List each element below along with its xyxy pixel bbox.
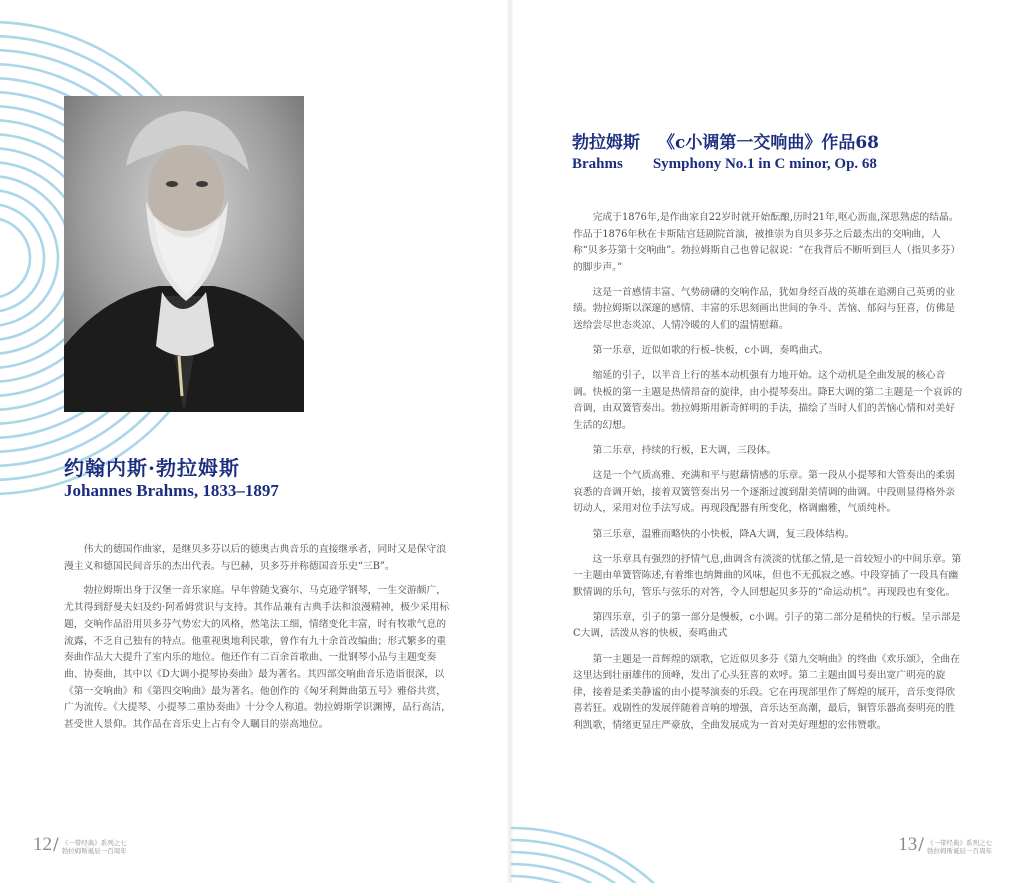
program-note-paragraph: 第一主题是一首辉煌的颂歌，它近似贝多芬《第九交响曲》的终曲《欢乐颂》，全曲在这里达到壮丽雄伟的顶峰，发出了心头狂喜的欢呼。第二主题由圆号奏出宽广明亮的旋律，接着是柔美静谧的由小提琴演奏的乐段。它在再现部里作了辉煌的展开，音乐变得欣喜若狂。戏剧性的发展伴随着音响的增强，音乐达至高潮，最后，铜管乐器高奏明亮的胜利凯歌，情绪更显庄严豪放，全曲发展成为一首对美好理想的宏伟赞歌。	[573, 653, 960, 731]
biography-text	[64, 542, 454, 742]
series-caption-line: 勃拉姆斯诞辰一百周年	[927, 847, 992, 855]
work-name-english: Symphony No.1 in C minor, Op. 68	[652, 156, 877, 172]
movement-heading: 第一乐章，近似如歌的行板–快板，c小调，奏鸣曲式。	[592, 345, 829, 357]
work-name-chinese: 《c小调第一交响曲》作品68	[658, 133, 880, 153]
right-page	[511, 0, 1020, 883]
work-composer-chinese: 勃拉姆斯	[572, 133, 640, 153]
page-number: 13	[898, 834, 918, 855]
movement-heading: 第二乐章，持续的行板，E大调，三段体。	[592, 445, 777, 457]
program-note-paragraph: 完成于1876年,是作曲家自22岁时就开始酝酿,历时21年,呕心沥血,深思熟虑的结晶。作品于1876年秋在卡斯陆宫廷剧院首演，被推崇为自贝多芬之后最杰出的交响曲，人称“贝多芬第十交响曲”。勃拉姆斯自己也曾记叙说：“在我背后不断听到巨人（指贝多芬）的脚步声。”	[573, 212, 961, 273]
series-caption-line: 勃拉姆斯诞辰一百周年	[61, 847, 127, 855]
composer-name-chinese: 约翰内斯·勃拉姆斯	[64, 456, 240, 480]
page-number-right	[898, 835, 992, 855]
page-number-separator: /	[918, 835, 924, 855]
biography-paragraph: 勃拉姆斯出身于汉堡一音乐家庭。早年曾随戈赛尔、马克逊学钢琴，一生交游颇广，尤其得到舒曼夫妇及约·阿希姆赏识与支持。其作品兼有古典手法和浪漫精神，极少采用标题，交响作品沿用贝多芬气势宏大的风格，然笔法工细，情绪变化丰富，时有牧歌气息的流露，不乏自己独有的特点。他重视奥地利民歌，曾作有九十余首改编曲；形式繁多的重奏曲作品大大提升了室内乐的地位。他还作有二百余首歌曲、一批钢琴小品与主题变奏曲、协奏曲，其中以《D大调小提琴协奏曲》最为著名。其四部交响曲音乐造诣很深，以《第一交响曲》和《第四交响曲》最为著名。他创作的《匈牙利舞曲第五号》雅俗共赏，广为流传。《大提琴、小提琴二重协奏曲》十分令人称道。勃拉姆斯学识渊博，品行高洁，甚受世人景仰。其作品在音乐史上占有令人瞩目的崇高地位。	[64, 585, 451, 731]
movement-heading: 第三乐章，温雅而略快的小快板，降A大调，复三段体结构。	[592, 528, 855, 540]
series-caption	[62, 839, 127, 855]
series-caption-line: 《一带经典》系列之七	[61, 839, 127, 847]
brahms-portrait-photo	[64, 96, 304, 412]
program-note-paragraph: 这是一首感情丰富、气势磅礴的交响作品，犹如身经百战的英雄在追溯自己英勇的业绩。勃拉姆斯以深邃的感情、丰富的乐思刻画出世间的争斗、苦恼、郁闷与狂喜，仿佛是送给尝尽世态炎凉、人情冷暖的人们的温情慰藉。	[573, 286, 956, 332]
work-title-english	[572, 156, 877, 173]
page-number-separator: /	[53, 835, 59, 855]
program-note-paragraph: 这一乐章具有强烈的抒情气息,曲调含有淡淡的忧郁之情,是一首较短小的中间乐章。第一主题由单簧管陈述,有着维也纳舞曲的风味，但也不无孤寂之感。中段穿插了一段具有幽默情调的乐句，管乐与弦乐的对答，令人回想起贝多芬的“命运动机”。再现段也有变化。	[573, 553, 962, 598]
series-caption	[927, 839, 992, 855]
composer-name-english: Johannes Brahms, 1833–1897	[64, 481, 279, 500]
work-composer-english: Brahms	[572, 156, 623, 172]
page-number-left	[33, 835, 127, 855]
biography-paragraph: 伟大的德国作曲家，是继贝多芬以后的德奥古典音乐的直接继承者，同时又是保守浪漫主义和德国民间音乐的杰出代表。与巴赫，贝多芬并称德国音乐史“三B”。	[64, 544, 447, 572]
program-note-paragraph: 缩延的引子，以半音上行的基本动机强有力地开始。这个动机是全曲发展的核心音调。快板的第一主题是热情昂奋的旋律，由小提琴奏出。降E大调的第二主题是一个哀诉的音调，由双簧管奏出。勃拉姆斯用新奇鲜明的手法，描绘了当时人们的苦恼心情和对美好生活的幻想。	[573, 370, 963, 432]
portrait-illustration	[64, 96, 304, 412]
movement-heading: 第四乐章，引子的第一部分是慢板，c小调。引子的第二部分是稍快的行板。呈示部是C大调，活泼从容的快板，奏鸣曲式	[573, 611, 961, 640]
program-notes-text	[573, 210, 963, 743]
program-note-paragraph: 这是一个气质高雅、充满和平与慰藉情感的乐章。第一段从小提琴和大管奏出的柔弱哀悉的音调开始，接着双簧管奏出另一个逐渐过渡到甜美情调的曲调。中段则显得格外亲切动人，采用对位手法写成。再现段配器有所变化，格调幽雅，气质纯朴。	[573, 470, 956, 515]
left-page	[0, 0, 509, 883]
series-caption-line: 《一带经典》系列之七	[927, 839, 992, 847]
page-number: 12	[33, 834, 52, 855]
work-title-chinese	[572, 128, 879, 153]
